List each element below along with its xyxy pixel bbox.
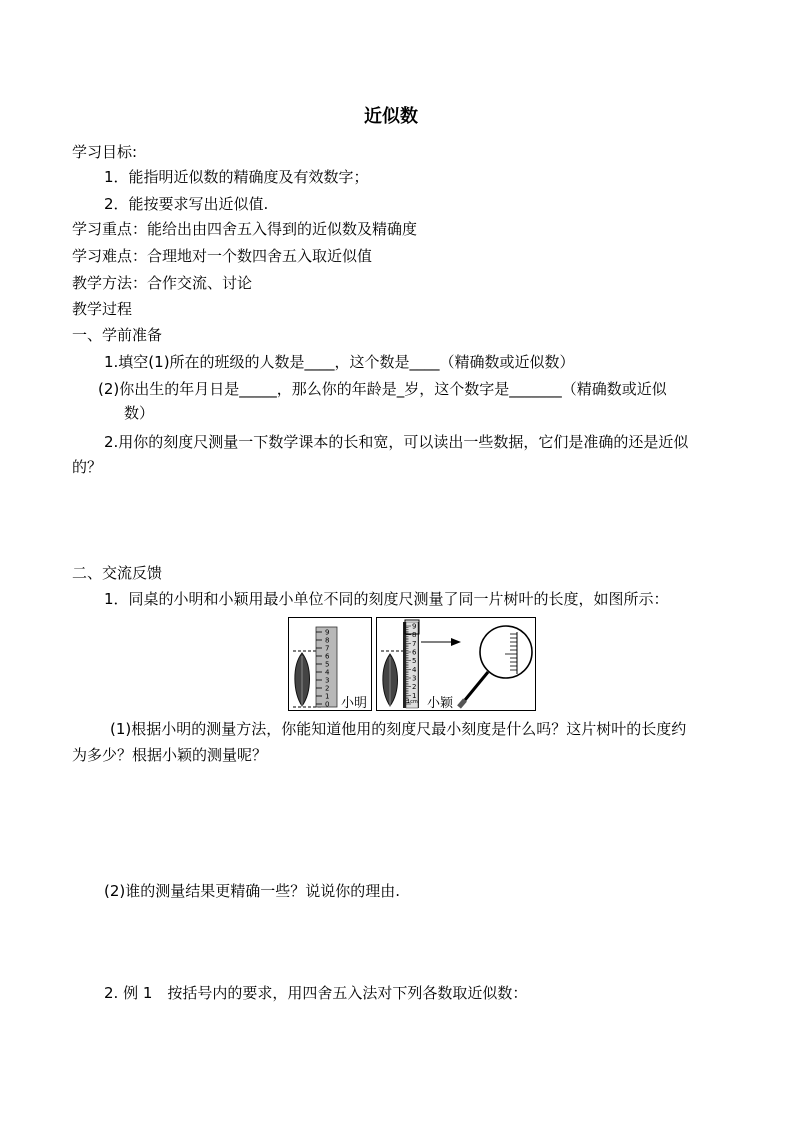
section2-q1: 1．同桌的小明和小颖用最小单位不同的刻度尺测量了同一片树叶的长度，如图所示： <box>104 590 669 608</box>
teaching-process: 教学过程 <box>72 300 133 318</box>
ruler-digit: 4 <box>412 665 417 674</box>
ruler-digit: 2 <box>325 684 330 693</box>
ruler-digit: 3 <box>325 676 330 685</box>
section2-heading: 二、交流反馈 <box>72 564 163 582</box>
section2-q2: 2. 例 1 按括号内的要求，用四舍五入法对下列各数取近似数： <box>104 984 528 1002</box>
ruler-digit: 9 <box>412 622 417 631</box>
goal-item-1: 1．能指明近似数的精确度及有效数字； <box>104 168 369 186</box>
xiaoming-caption: 小明 <box>341 696 368 711</box>
ruler-digit: 2 <box>412 683 417 692</box>
ruler-digit: 8 <box>412 631 417 640</box>
ruler-digit: 7 <box>412 639 417 648</box>
section1-q1b-line2: 数） <box>124 404 155 422</box>
section2-sub1-line1: (1)根据小明的测量方法，你能知道他用的刻度尺最小刻度是什么吗？这片树叶的长度约 <box>110 720 687 738</box>
section1-q2-line2: 的？ <box>72 458 103 476</box>
ruler-digit: 4 <box>325 668 330 677</box>
goal-item-2: 2．能按要求写出近似值. <box>104 195 269 213</box>
section1-heading: 一、学前准备 <box>72 326 163 344</box>
ruler-digit: 6 <box>412 648 417 657</box>
page-title: 近似数 <box>364 106 418 127</box>
ruler-digit: 1 <box>325 692 330 701</box>
ruler-digit: 5 <box>412 657 417 666</box>
section2-sub2: (2)谁的测量结果更精确一些？说说你的理由. <box>104 882 401 900</box>
ruler-digit: 1 <box>412 691 417 700</box>
ruler-digit: 6 <box>325 652 330 661</box>
key-point: 学习重点：能给出由四舍五入得到的近似数及精确度 <box>72 220 418 238</box>
ruler-digit: 8 <box>325 636 330 645</box>
xiaoying-caption: 小颖 <box>427 696 454 711</box>
section1-q1a: 1.填空(1)所在的班级的人数是____，这个数是____（精确数或近似数） <box>104 353 575 371</box>
difficulty: 学习难点：合理地对一个数四舍五入取近似值 <box>72 247 373 265</box>
goals-heading: 学习目标: <box>72 143 138 161</box>
teaching-method: 教学方法：合作交流、讨论 <box>72 274 253 292</box>
ruler-unit: 1cm <box>407 699 418 705</box>
section1-q1b-line1: (2)你出生的年月日是_____，那么你的年龄是_岁，这个数字是_______（精确数或近似 <box>98 380 667 398</box>
ruler-digit: 5 <box>325 660 330 669</box>
ruler-digit: 0 <box>325 700 330 709</box>
xiaoying-measurement-illustration <box>377 618 535 710</box>
ruler-digit: 3 <box>412 674 417 683</box>
section2-sub1-line2: 为多少？根据小颖的测量呢？ <box>72 746 268 764</box>
figure-xiaoming <box>288 617 372 711</box>
ruler-digit: 9 <box>325 628 330 637</box>
ruler-digit: 7 <box>325 644 330 653</box>
section1-q2-line1: 2.用你的刻度尺测量一下数学课本的长和宽，可以读出一些数据，它们是准确的还是近似 <box>104 433 689 451</box>
figure-xiaoying <box>376 617 536 711</box>
